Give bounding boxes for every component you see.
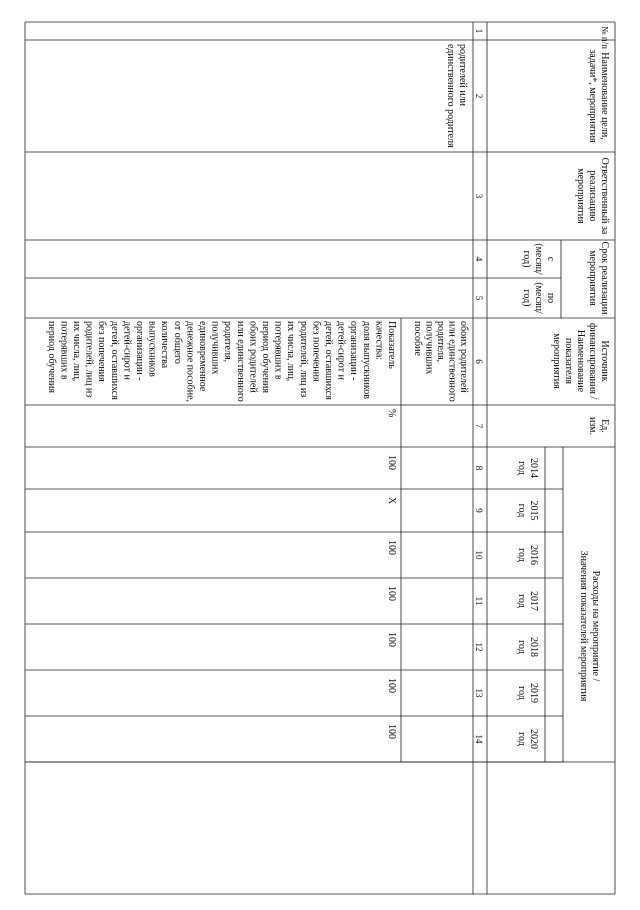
- column-number-7: 7: [474, 423, 484, 429]
- year-2014-unit: год: [516, 461, 527, 475]
- indicator-line-7: без попечения: [310, 321, 322, 382]
- source-continuation-line2: или единственного: [446, 321, 458, 402]
- year-2017-label: 2017: [528, 591, 539, 611]
- column-number-12: 12: [474, 642, 484, 652]
- year-2017-unit: год: [516, 594, 527, 608]
- year-2018-unit: год: [516, 640, 527, 654]
- value-year-2019: 100: [386, 678, 397, 693]
- indicator-line-1: Показатель: [386, 321, 397, 369]
- value-year-2015: Х: [386, 497, 397, 505]
- source-continuation-line4: получивших: [423, 321, 435, 375]
- indicator-line-19: количества: [159, 321, 171, 369]
- year-2020-unit: год: [516, 732, 527, 746]
- indicator-line-21: организации -: [134, 321, 145, 381]
- indicator-line-22: детей-сирот и: [121, 321, 133, 380]
- year-2016-unit: год: [516, 548, 527, 562]
- header-col-source-line3: Наименование: [575, 329, 586, 393]
- row-unit-value: %: [386, 409, 397, 418]
- row-name-line1: родителей или: [457, 44, 468, 106]
- year-2016-label: 2016: [528, 545, 539, 565]
- value-year-2020: 100: [386, 724, 397, 739]
- header-term-to-line2: (месяц/: [533, 282, 544, 314]
- header-term-to-line1: по: [545, 292, 556, 304]
- year-2019-unit: год: [516, 686, 527, 700]
- indicator-line-28: период обучения: [45, 321, 57, 393]
- value-year-2017: 100: [386, 586, 397, 601]
- indicator-line-12: обоих родителей: [247, 321, 259, 393]
- indicator-line-14: родителя,: [222, 321, 234, 363]
- source-continuation-line3: родителя,: [435, 321, 446, 363]
- indicator-line-26: их числа, лиц,: [71, 321, 82, 382]
- header-col-unit-line2: изм.: [587, 417, 598, 435]
- value-year-2014: 100: [386, 455, 397, 470]
- header-col-resp-line3: мероприятия: [575, 168, 586, 224]
- indicator-line-4: организации -: [348, 321, 360, 381]
- indicator-line-3: доля выпускников: [360, 321, 372, 399]
- column-number-2: 2: [474, 93, 484, 99]
- indicator-line-2: качества:: [373, 321, 385, 361]
- header-col-name-line1: Наименование цели,: [599, 52, 610, 140]
- year-2020-label: 2020: [528, 729, 539, 749]
- indicator-line-20: выпускников: [146, 321, 158, 377]
- column-number-9: 9: [474, 508, 484, 513]
- column-number-14: 14: [474, 734, 484, 744]
- column-number-5: 5: [474, 295, 484, 301]
- year-2019-label: 2019: [528, 683, 539, 703]
- indicator-line-17: денежное пособие,: [184, 321, 196, 403]
- indicator-line-6: детей, оставшихся: [323, 321, 334, 400]
- indicator-line-24: без попечения: [96, 321, 108, 382]
- value-year-2018: 100: [386, 632, 397, 647]
- row-name-line2: единственного родителя: [445, 44, 456, 148]
- header-col-expenses-line1: Расходы на мероприятие /: [590, 570, 601, 682]
- column-number-10: 10: [474, 550, 484, 560]
- indicator-line-5: детей-сирот и: [335, 321, 347, 380]
- indicator-line-23: детей, оставшихся: [108, 321, 120, 400]
- header-col-source-line5: мероприятия: [551, 333, 562, 389]
- year-2015-unit: год: [516, 503, 527, 518]
- header-col-name-line2: задачи*, мероприятия: [587, 49, 598, 143]
- header-term-to-line3: год): [521, 289, 532, 307]
- indicator-line-11: период обучения: [260, 321, 271, 393]
- column-number-1: 1: [474, 28, 484, 34]
- header-col-resp-line1: Ответственный за: [599, 157, 610, 235]
- year-2015-label: 2015: [528, 500, 539, 521]
- year-2014-label: 2014: [528, 458, 539, 478]
- header-col-resp-line2: реализацию: [587, 170, 598, 222]
- column-number-6: 6: [474, 359, 484, 364]
- indicator-line-16: единовременное: [197, 321, 208, 392]
- header-col-source-line4: показателя: [563, 337, 574, 385]
- header-col-no: № п/п: [600, 26, 610, 49]
- year-2018-label: 2018: [528, 637, 539, 657]
- indicator-line-18: от общего: [171, 321, 183, 364]
- indicator-line-9: их числа, лиц,: [285, 321, 297, 382]
- value-year-2016: 100: [386, 540, 397, 555]
- source-continuation-line5: пособие: [412, 321, 423, 356]
- indicator-line-25: родителей, лиц из: [83, 321, 95, 398]
- column-number-4: 4: [474, 256, 484, 262]
- indicator-line-8: родителей, лиц из: [297, 321, 309, 398]
- column-number-3: 3: [474, 193, 484, 199]
- header-term-from-line3: год): [521, 250, 532, 268]
- column-number-13: 13: [474, 688, 484, 698]
- header-col-term-line2: мероприятия: [587, 250, 598, 306]
- column-number-11: 11: [474, 596, 484, 606]
- header-term-from-line1: с: [545, 256, 556, 262]
- column-number-8: 8: [474, 465, 484, 471]
- header-col-term-line1: Срок реализации: [599, 241, 610, 315]
- header-col-expenses-line2: Значения показателей мероприятия: [578, 550, 589, 702]
- header-col-source-line1: Источник: [599, 340, 610, 382]
- indicator-line-27: потерявших в: [58, 321, 70, 380]
- header-col-unit-line1: Ед.: [599, 419, 610, 433]
- indicator-line-15: получивших: [209, 321, 221, 375]
- source-continuation-line1: обоих родителей: [458, 321, 469, 393]
- indicator-line-13: или единственного: [234, 321, 246, 402]
- header-term-from-line2: (месяц/: [533, 243, 544, 275]
- header-col-source-line2: финансирования /: [587, 322, 598, 400]
- indicator-line-10: потерявших в: [272, 321, 284, 380]
